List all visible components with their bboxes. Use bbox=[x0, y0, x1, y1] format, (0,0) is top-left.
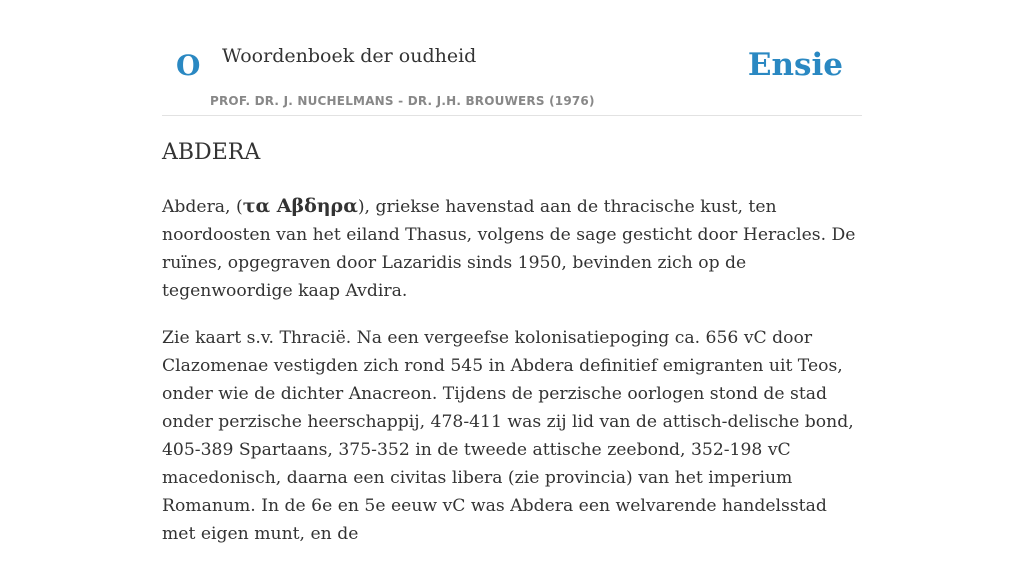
paragraph-1-text: ), griekse havenstad aan de thracische kust, ten noordoosten van het eiland Thasus, volgens de sage gesticht door Heracles. De ruïnes, opgegraven door Lazaridis sinds 1950, bevinden zich op de tegenwoordige kaap Avdira. bbox=[162, 197, 856, 301]
entry-body bbox=[162, 192, 862, 567]
entry-paragraph-2: Zie kaart s.v. Thracië. Na een vergeefse kolonisatiepoging ca. 656 vC door Clazomenae vestigden zich rond 545 in Abdera definitief emigranten uit Teos, onder wie de dichter Anacreon. Tijdens de perzische oorlogen stond de stad onder perzische heerschappij, 478-411 was zij lid van de attisch-delische bond, 405-389 Spartaans, 375-352 in de tweede attische zeebond, 352-198 vC macedonisch, daarna een civitas libera (zie provincia) van het imperium Romanum. In de 6e en 5e eeuw vC was Abdera een welvarende handelsstad met eigen munt, en de bbox=[162, 328, 854, 544]
dictionary-title-link[interactable]: Woordenboek der oudheid bbox=[222, 45, 477, 67]
page-content bbox=[162, 0, 862, 544]
entry-title: ABDERA bbox=[162, 140, 261, 165]
paragraph-1-intro: Abdera, ( bbox=[162, 197, 243, 217]
dictionary-header bbox=[162, 0, 862, 116]
entry-paragraph-1 bbox=[162, 192, 862, 305]
greek-name: τα Αβδηρα bbox=[242, 195, 358, 217]
dictionary-letter[interactable]: O bbox=[176, 49, 201, 82]
ensie-logo-link[interactable]: Ensie bbox=[747, 47, 843, 83]
dictionary-authors: PROF. DR. J. NUCHELMANS - DR. J.H. BROUWERS (1976) bbox=[210, 94, 595, 108]
